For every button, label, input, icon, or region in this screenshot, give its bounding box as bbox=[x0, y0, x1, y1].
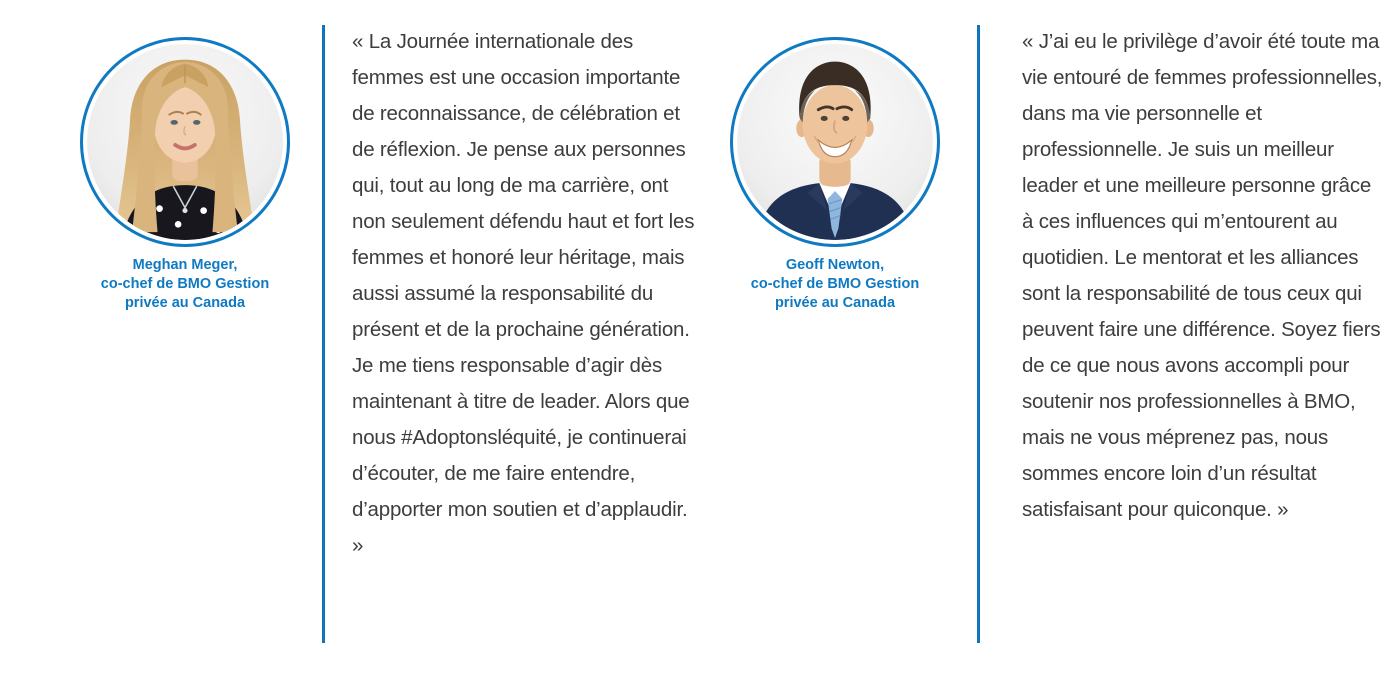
profile-geoff-newton bbox=[710, 0, 960, 313]
quote-text-meghan: « La Journée internationale des femmes est une occasion importante de reconnaissance, de célébration et de réflexion. Je pense aux personnes qui, tout au long de ma carrière, ont non seulement défendu haut et fort les femmes et honoré leur héritage, mais aussi assumé la responsabilité du présent et de la prochaine génération. Je me tiens responsable d’agir dès maintenant à titre de leader. Alors que nous #Adoptonsléquité, je continuerai d’écouter, de me faire entendre, d’apporter mon soutien et d’applaudir. » bbox=[352, 30, 695, 557]
caption-meghan-meger bbox=[101, 256, 269, 313]
person-name: Geoff Newton, bbox=[785, 257, 885, 273]
vertical-divider-right bbox=[977, 25, 980, 643]
avatar-ring bbox=[80, 37, 290, 247]
person-title-line1: co-chef de BMO Gestion bbox=[750, 276, 920, 292]
person-title-line2: privée au Canada bbox=[774, 295, 896, 311]
portrait-photo-man bbox=[737, 44, 933, 240]
vertical-divider-left bbox=[322, 25, 325, 643]
caption-geoff-newton bbox=[751, 256, 919, 313]
quote-column-meghan bbox=[352, 0, 704, 564]
profile-meghan-meger bbox=[60, 0, 310, 313]
avatar-ring bbox=[730, 37, 940, 247]
person-title-line1: co-chef de BMO Gestion bbox=[100, 276, 270, 292]
person-title-line2: privée au Canada bbox=[124, 295, 246, 311]
quote-column-geoff bbox=[1022, 0, 1384, 528]
avatar-geoff-newton bbox=[737, 44, 933, 240]
portrait-photo-woman bbox=[87, 44, 283, 240]
avatar-meghan-meger bbox=[87, 44, 283, 240]
person-name: Meghan Meger, bbox=[132, 257, 238, 273]
quote-text-geoff: « J’ai eu le privilège d’avoir été toute ma vie entouré de femmes professionnelles, dans ma vie personnelle et professionnelle. Je suis un meilleur leader et une meilleure personne grâce à ces influences qui m’entourent au quotidien. Le mentorat et les alliances sont la responsabilité de tous ceux qui peuvent faire une différence. Soyez fiers de ce que nous avons accompli pour soutenir nos professionnelles à BMO, mais ne vous méprenez pas, nous sommes encore loin d’un résultat satisfaisant pour quiconque. » bbox=[1022, 30, 1383, 521]
